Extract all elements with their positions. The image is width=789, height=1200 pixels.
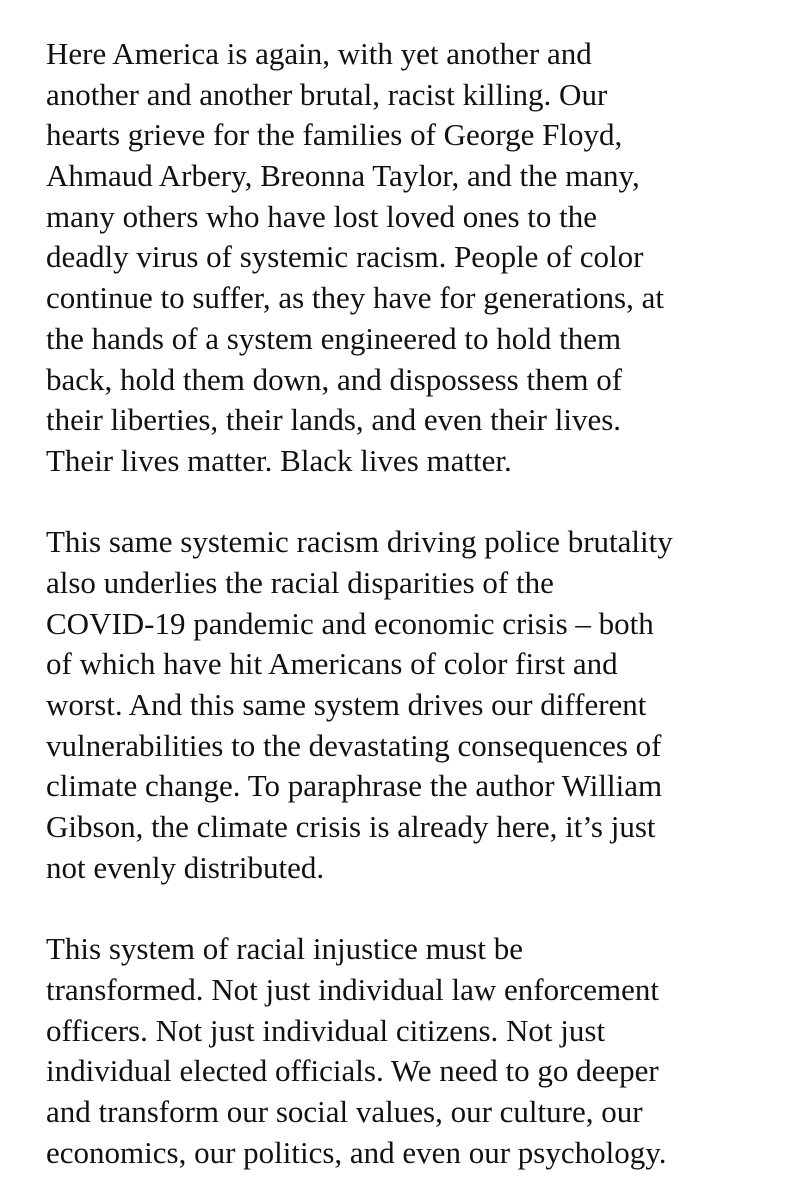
paragraph-2 <box>46 522 766 888</box>
text-line: many others who have lost loved ones to the <box>46 198 598 234</box>
text-line: Their lives matter. Black lives matter. <box>46 442 512 478</box>
text-line: and transform our social values, our culture, our <box>46 1093 643 1129</box>
text-line: their liberties, their lands, and even their lives. <box>46 402 622 438</box>
text-line: hearts grieve for the families of George Floyd, <box>46 117 623 153</box>
text-line: vulnerabilities to the devastating consequences of <box>46 727 662 763</box>
text-line: Here America is again, with yet another and <box>46 36 592 71</box>
paragraph-spacer <box>46 888 766 929</box>
text-line: Gibson, the climate crisis is already here, it’s just <box>46 809 656 845</box>
text-line: economics, our politics, and even our psychology. <box>46 1134 667 1170</box>
paragraph-3 <box>46 929 766 1173</box>
text-line: another and another brutal, racist killing. Our <box>46 76 608 112</box>
text-line: officers. Not just individual citizens. Not just <box>46 1012 606 1048</box>
paragraph-spacer <box>46 482 766 523</box>
text-line: back, hold them down, and dispossess them of <box>46 361 623 397</box>
text-line: Ahmaud Arbery, Breonna Taylor, and the many, <box>46 158 640 194</box>
text-line: transformed. Not just individual law enforcement <box>46 971 659 1007</box>
document-body <box>46 34 766 1173</box>
text-line: not evenly distributed. <box>46 849 325 885</box>
text-line: individual elected officials. We need to go deeper <box>46 1053 659 1089</box>
text-line: of which have hit Americans of color first and <box>46 646 618 682</box>
text-line: also underlies the racial disparities of the <box>46 564 554 600</box>
text-line: This same systemic racism driving police brutality <box>46 524 673 560</box>
paragraph-1 <box>46 34 766 482</box>
text-line: the hands of a system engineered to hold them <box>46 320 622 356</box>
text-line: worst. And this same system drives our different <box>46 687 647 722</box>
text-line: continue to suffer, as they have for generations, at <box>46 280 664 316</box>
text-line: COVID-19 pandemic and economic crisis – both <box>46 605 654 641</box>
text-line: This system of racial injustice must be <box>46 931 523 967</box>
text-line: deadly virus of systemic racism. People of color <box>46 239 644 275</box>
text-line: climate change. To paraphrase the author William <box>46 768 663 804</box>
